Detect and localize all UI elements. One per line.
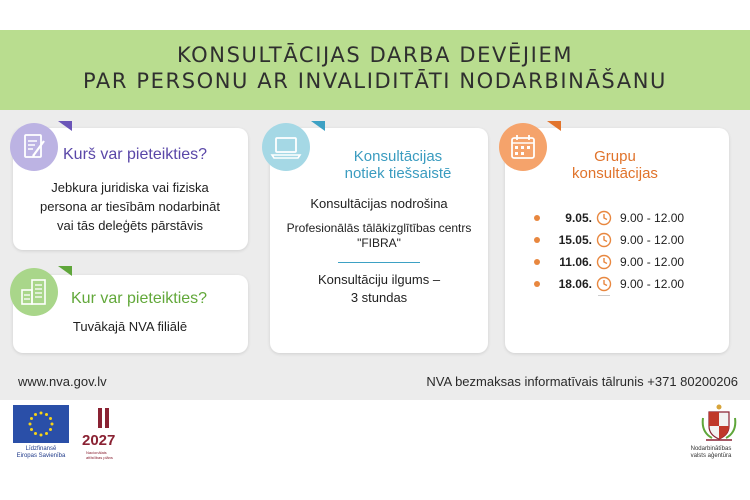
eu-flag-logo bbox=[13, 405, 69, 443]
faded-line bbox=[598, 295, 610, 296]
clock-icon bbox=[596, 210, 612, 226]
document-pen-icon bbox=[10, 123, 58, 171]
session-date: 15.05. bbox=[558, 233, 592, 247]
nva-caption: Nodarbinātības valsts aģentūra bbox=[690, 446, 732, 459]
nva-coat-of-arms-logo bbox=[700, 402, 738, 442]
buildings-icon bbox=[10, 268, 58, 316]
who-can-apply-text: Jebkura juridiska vai fiziska persona ar tiesībām nodarbināt vai tās deleģēts pārstāvis bbox=[40, 180, 220, 233]
eu-caption: Līdzfinansē Eiropas Savienība bbox=[16, 446, 66, 459]
corner-accent bbox=[58, 266, 72, 276]
bullet-dot bbox=[534, 237, 540, 243]
bullet-dot bbox=[534, 281, 540, 287]
title-line-2: PAR PERSONU AR INVALIDITĀTI NODARBINĀŠANU bbox=[83, 69, 667, 93]
plan-caption: Nacionālais attīstības plāns bbox=[86, 450, 113, 460]
session-row bbox=[530, 209, 710, 229]
session-time: 9.00 - 12.00 bbox=[620, 233, 685, 247]
session-date: 11.06. bbox=[559, 255, 592, 269]
website-link[interactable]: www.nva.gov.lv bbox=[18, 374, 107, 389]
session-row bbox=[530, 231, 710, 251]
session-time: 9.00 - 12.00 bbox=[620, 255, 685, 269]
corner-accent bbox=[547, 121, 561, 131]
session-time: 9.00 - 12.00 bbox=[620, 211, 685, 225]
online-consultations-heading: Konsultācijas notiek tiešsaistē bbox=[344, 148, 452, 182]
top-strip bbox=[0, 0, 750, 30]
where-to-apply-heading: Kur var pieteikties? bbox=[71, 290, 208, 307]
corner-accent bbox=[58, 121, 72, 131]
laptop-icon bbox=[262, 123, 310, 171]
bullet-dot bbox=[534, 215, 540, 221]
title-line-1: KONSULTĀCIJAS DARBA DEVĒJIEM bbox=[176, 43, 574, 67]
clock-icon bbox=[596, 276, 612, 292]
session-time: 9.00 - 12.00 bbox=[620, 277, 685, 291]
who-can-apply-heading: Kurš var pieteikties? bbox=[63, 146, 208, 163]
bullet-dot bbox=[534, 259, 540, 265]
provider-name: Profesionālās tālākizglītības centrs "FIBRA" bbox=[286, 221, 472, 250]
page-title bbox=[0, 42, 750, 94]
group-consultations-heading: Grupu konsultācijas bbox=[572, 148, 658, 182]
corner-accent bbox=[311, 121, 325, 131]
session-date: 9.05. bbox=[565, 211, 592, 225]
session-date: 18.06. bbox=[558, 277, 592, 291]
calendar-icon bbox=[499, 123, 547, 171]
session-row bbox=[530, 253, 710, 273]
duration-text: Konsultāciju ilgums – 3 stundas bbox=[317, 272, 441, 305]
where-to-apply-text: Tuvākajā NVA filiālē bbox=[72, 319, 188, 334]
clock-icon bbox=[596, 254, 612, 270]
plan-year: 2027 bbox=[82, 432, 116, 449]
divider bbox=[338, 262, 420, 263]
session-row bbox=[530, 275, 710, 295]
clock-icon bbox=[596, 232, 612, 248]
provider-label: Konsultācijas nodrošina bbox=[310, 196, 448, 211]
phone-info: NVA bezmaksas informatīvais tālrunis +371 80200206 bbox=[426, 374, 738, 389]
